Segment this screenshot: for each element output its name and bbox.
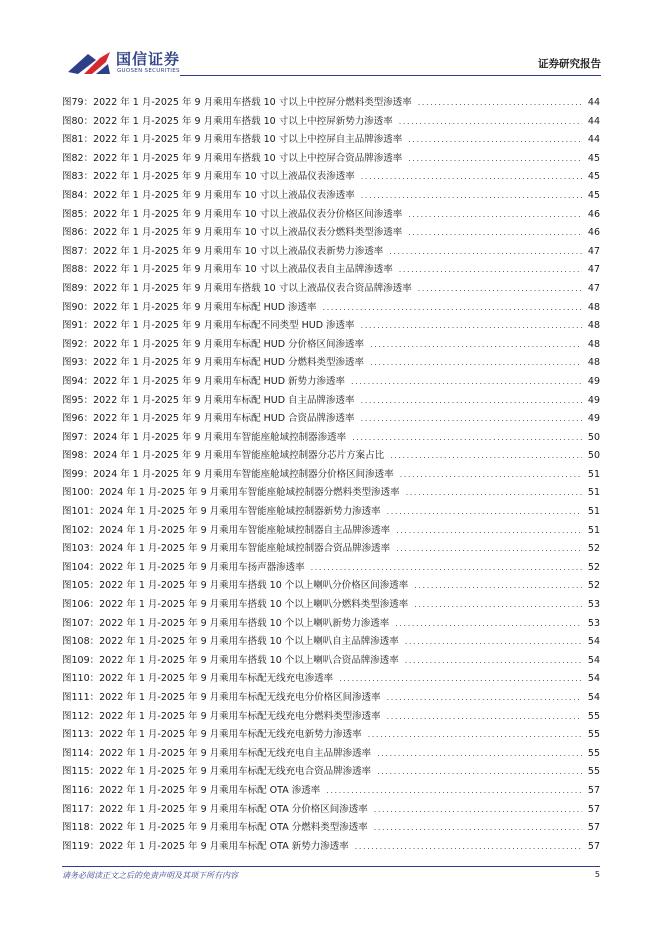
figure-number: 图102： (62, 524, 100, 536)
figure-title: 2022 年 1 月-2025 年 9 月乘用车标配 HUD 分价格区间渗透率 (93, 338, 365, 350)
dot-leader (361, 317, 582, 336)
figure-page-number: 57 (587, 784, 600, 796)
dot-leader (408, 224, 582, 243)
figure-number: 图87： (62, 245, 94, 257)
dot-leader (339, 670, 582, 689)
guosen-logo-icon (66, 48, 112, 76)
toc-entry[interactable] (62, 745, 600, 764)
figure-title: 2022 年 1 月-2025 年 9 月乘用车标配 OTA 渗透率 (99, 784, 321, 796)
figure-number: 图94： (62, 375, 94, 387)
dot-leader (361, 410, 582, 429)
page-header (0, 0, 662, 80)
dot-leader (396, 522, 582, 541)
figure-page-number: 53 (587, 599, 600, 611)
figure-number: 图110： (62, 673, 100, 685)
logo-chinese-name: 国信证券 (116, 50, 181, 68)
figure-page-number: 48 (587, 320, 600, 332)
toc-entry[interactable] (62, 503, 600, 522)
dot-leader (361, 187, 582, 206)
toc-entry[interactable] (62, 373, 600, 392)
dot-leader (418, 94, 582, 113)
toc-entry[interactable] (62, 206, 600, 225)
figure-number: 图85： (62, 208, 94, 220)
figure-title: 2022 年 1 月-2025 年 9 月乘用车 10 寸以上液晶仪表分燃料类型渗透率 (93, 227, 403, 239)
figure-page-number: 49 (587, 413, 600, 425)
figure-number: 图88： (62, 264, 94, 276)
figure-title: 2022 年 1 月-2025 年 9 月乘用车标配 HUD 自主品牌渗透率 (93, 394, 355, 406)
report-type-label: 证券研究报告 (538, 58, 601, 70)
figure-number: 图113： (62, 729, 100, 741)
figure-page-number: 47 (587, 245, 600, 257)
toc-entry[interactable] (62, 726, 600, 745)
figure-title: 2022 年 1 月-2025 年 9 月乘用车标配不同类型 HUD 渗透率 (93, 320, 355, 332)
dot-leader (418, 280, 582, 299)
figure-page-number: 55 (587, 766, 600, 778)
dot-leader (405, 633, 582, 652)
figure-number: 图79： (62, 97, 94, 108)
figure-page-number: 52 (587, 543, 600, 555)
dot-leader (361, 392, 582, 411)
dot-leader (352, 429, 582, 448)
figure-page-number: 48 (587, 301, 600, 313)
figure-title: 2022 年 1 月-2025 年 9 月乘用车搭载 10 个以上喇叭合资品牌渗透率 (99, 654, 399, 666)
header-divider (180, 75, 601, 76)
figure-number: 图114： (62, 747, 100, 759)
figure-title: 2022 年 1 月-2025 年 9 月乘用车搭载 10 个以上喇叭分燃料类型渗透率 (99, 599, 409, 611)
figure-title: 2022 年 1 月-2025 年 9 月乘用车标配 HUD 新势力渗透率 (93, 375, 346, 387)
figure-page-number: 54 (587, 654, 600, 666)
figure-title: 2022 年 1 月-2025 年 9 月乘用车搭载 10 个以上喇叭自主品牌渗透率 (99, 636, 399, 648)
dot-leader (408, 150, 582, 169)
figure-title: 2024 年 1 月-2025 年 9 月乘用车智能座舱域控制器合资品牌渗透率 (99, 543, 391, 555)
figure-page-number: 53 (587, 617, 600, 629)
dot-leader (400, 466, 582, 485)
dot-leader (408, 206, 582, 225)
dot-leader (368, 726, 582, 745)
figure-number: 图91： (62, 320, 94, 332)
toc-entry[interactable] (62, 261, 600, 280)
figure-title: 2024 年 1 月-2025 年 9 月乘用车智能座舱域控制器分芯片方案占比 (93, 450, 385, 462)
dot-leader (399, 261, 582, 280)
figure-number: 图92： (62, 338, 94, 350)
figure-title: 2022 年 1 月-2025 年 9 月乘用车标配 OTA 分燃料类型渗透率 (99, 822, 368, 834)
figure-page-number: 46 (587, 208, 600, 220)
figure-table-of-contents (62, 94, 600, 856)
figure-page-number: 48 (587, 357, 600, 369)
figure-number: 图89： (62, 282, 94, 294)
toc-entry[interactable] (62, 819, 600, 838)
figure-title: 2022 年 1 月-2025 年 9 月乘用车搭载 10 寸以上中控屏自主品牌渗透率 (93, 134, 403, 146)
figure-title: 2022 年 1 月-2025 年 9 月乘用车标配 HUD 分燃料类型渗透率 (93, 357, 365, 369)
figure-page-number: 55 (587, 729, 600, 741)
figure-number: 图81： (62, 134, 94, 146)
dot-leader (389, 243, 582, 262)
figure-title: 2024 年 1 月-2025 年 9 月乘用车智能座舱域控制器自主品牌渗透率 (99, 524, 391, 536)
dot-leader (406, 484, 582, 503)
toc-entry[interactable] (62, 633, 600, 652)
figure-number: 图107： (62, 617, 100, 629)
toc-entry[interactable] (62, 187, 600, 206)
toc-entry[interactable] (62, 392, 600, 411)
figure-page-number: 55 (587, 710, 600, 722)
dot-leader (355, 838, 582, 857)
figure-title: 2022 年 1 月-2025 年 9 月乘用车搭载 10 个以上喇叭新势力渗透率 (99, 617, 390, 629)
toc-entry[interactable] (62, 168, 600, 187)
figure-title: 2022 年 1 月-2025 年 9 月乘用车标配无线充电自主品牌渗透率 (99, 747, 372, 759)
figure-title: 2022 年 1 月-2025 年 9 月乘用车搭载 10 寸以上中控屏分燃料类型渗透率 (93, 97, 412, 108)
figure-title: 2022 年 1 月-2025 年 9 月乘用车 10 寸以上液晶仪表渗透率 (93, 171, 355, 183)
toc-entry[interactable] (62, 150, 600, 169)
figure-title: 2022 年 1 月-2025 年 9 月乘用车扬声器渗透率 (99, 561, 305, 573)
toc-entry[interactable] (62, 466, 600, 485)
figure-title: 2022 年 1 月-2025 年 9 月乘用车搭载 10 寸以上液晶仪表合资品牌渗透率 (93, 282, 412, 294)
toc-entry[interactable] (62, 838, 600, 857)
figure-number: 图93： (62, 357, 94, 369)
figure-title: 2024 年 1 月-2025 年 9 月乘用车智能座舱域控制器分燃料类型渗透率 (99, 487, 400, 499)
figure-title: 2022 年 1 月-2025 年 9 月乘用车标配无线充电合资品牌渗透率 (99, 766, 372, 778)
page-number: 5 (594, 870, 600, 879)
toc-entry[interactable] (62, 280, 600, 299)
figure-page-number: 51 (587, 468, 600, 480)
figure-title: 2024 年 1 月-2025 年 9 月乘用车智能座舱域控制器新势力渗透率 (99, 506, 381, 518)
dot-leader (414, 577, 582, 596)
toc-entry[interactable] (62, 782, 600, 801)
figure-title: 2022 年 1 月-2025 年 9 月乘用车标配无线充电分燃料类型渗透率 (99, 710, 381, 722)
figure-page-number: 45 (587, 152, 600, 164)
figure-title: 2022 年 1 月-2025 年 9 月乘用车标配无线充电分价格区间渗透率 (99, 692, 381, 703)
figure-page-number: 51 (587, 506, 600, 518)
toc-entry[interactable] (62, 615, 600, 634)
dot-leader (387, 708, 582, 727)
figure-page-number: 54 (587, 673, 600, 685)
figure-page-number: 51 (587, 487, 600, 499)
toc-entry[interactable] (62, 522, 600, 541)
dot-leader (396, 540, 582, 559)
figure-page-number: 45 (587, 171, 600, 183)
figure-title: 2022 年 1 月-2025 年 9 月乘用车搭载 10 个以上喇叭分价格区间渗透率 (99, 580, 409, 592)
figure-number: 图104： (62, 561, 100, 573)
figure-page-number: 49 (587, 375, 600, 387)
toc-entry[interactable] (62, 801, 600, 820)
figure-page-number: 57 (587, 803, 600, 815)
dot-leader (395, 615, 582, 634)
dot-leader (323, 299, 582, 318)
figure-title: 2022 年 1 月-2025 年 9 月乘用车 10 寸以上液晶仪表分价格区间渗透率 (93, 208, 403, 220)
figure-page-number: 44 (587, 134, 600, 146)
figure-title: 2024 年 1 月-2025 年 9 月乘用车智能座舱域控制器分价格区间渗透率 (93, 468, 394, 480)
toc-entry[interactable] (62, 429, 600, 448)
dot-leader (361, 168, 582, 187)
figure-number: 图116： (62, 784, 100, 796)
guosen-logo (66, 46, 186, 78)
dot-leader (374, 801, 582, 820)
dot-leader (374, 819, 582, 838)
figure-page-number: 57 (587, 840, 600, 852)
figure-page-number: 50 (587, 431, 600, 443)
figure-number: 图99： (62, 468, 94, 480)
figure-number: 图118： (62, 822, 100, 834)
dot-leader (370, 336, 582, 355)
toc-entry[interactable] (62, 670, 600, 689)
figure-title: 2022 年 1 月-2025 年 9 月乘用车搭载 10 寸以上中控屏合资品牌渗透率 (93, 152, 403, 164)
figure-title: 2022 年 1 月-2025 年 9 月乘用车标配 HUD 渗透率 (93, 301, 317, 313)
figure-number: 图90： (62, 301, 94, 313)
logo-english-name: GUOSEN SECURITIES (117, 68, 180, 74)
figure-page-number: 51 (587, 524, 600, 536)
dot-leader (390, 447, 582, 466)
toc-entry[interactable] (62, 484, 600, 503)
dot-leader (377, 745, 582, 764)
figure-page-number: 45 (587, 189, 600, 201)
toc-entry[interactable] (62, 652, 600, 671)
figure-number: 图98： (62, 450, 94, 462)
footer-disclaimer: 请务必阅读正文之后的免责声明及其项下所有内容 (62, 871, 238, 880)
figure-number: 图117： (62, 803, 100, 815)
toc-entry[interactable] (62, 336, 600, 355)
figure-number: 图106： (62, 599, 100, 611)
dot-leader (408, 131, 582, 150)
figure-number: 图101： (62, 506, 100, 518)
toc-entry[interactable] (62, 317, 600, 336)
figure-number: 图95： (62, 394, 94, 406)
figure-number: 图97： (62, 431, 94, 443)
figure-title: 2022 年 1 月-2025 年 9 月乘用车 10 寸以上液晶仪表新势力渗透率 (93, 245, 384, 257)
toc-entry[interactable] (62, 94, 600, 113)
figure-title: 2024 年 1 月-2025 年 9 月乘用车智能座舱域控制器渗透率 (93, 431, 347, 443)
toc-entry[interactable] (62, 689, 600, 708)
figure-page-number: 44 (587, 97, 600, 108)
toc-entry[interactable] (62, 224, 600, 243)
figure-title: 2022 年 1 月-2025 年 9 月乘用车搭载 10 寸以上中控屏新势力渗透率 (93, 115, 393, 127)
figure-page-number: 47 (587, 282, 600, 294)
figure-title: 2022 年 1 月-2025 年 9 月乘用车标配无线充电渗透率 (99, 673, 334, 685)
figure-number: 图86： (62, 227, 94, 239)
dot-leader (326, 782, 582, 801)
figure-title: 2022 年 1 月-2025 年 9 月乘用车标配 OTA 分价格区间渗透率 (99, 803, 368, 815)
figure-title: 2022 年 1 月-2025 年 9 月乘用车标配无线充电新势力渗透率 (99, 729, 362, 741)
figure-page-number: 49 (587, 394, 600, 406)
toc-entry[interactable] (62, 763, 600, 782)
figure-page-number: 52 (587, 561, 600, 573)
toc-entry[interactable] (62, 596, 600, 615)
dot-leader (414, 596, 582, 615)
figure-page-number: 55 (587, 747, 600, 759)
figure-number: 图111： (62, 692, 100, 703)
figure-number: 图112： (62, 710, 100, 722)
figure-title: 2022 年 1 月-2025 年 9 月乘用车 10 寸以上液晶仪表自主品牌渗透率 (93, 264, 393, 276)
dot-leader (311, 559, 582, 578)
figure-page-number: 50 (587, 450, 600, 462)
figure-number: 图109： (62, 654, 100, 666)
figure-page-number: 52 (587, 580, 600, 592)
figure-number: 图83： (62, 171, 94, 183)
dot-leader (405, 652, 582, 671)
figure-title: 2022 年 1 月-2025 年 9 月乘用车标配 OTA 新势力渗透率 (99, 840, 349, 852)
footer-divider (62, 866, 600, 867)
figure-number: 图115： (62, 766, 100, 778)
figure-number: 图103： (62, 543, 100, 555)
figure-page-number: 47 (587, 264, 600, 276)
figure-page-number: 54 (587, 692, 600, 703)
toc-entry[interactable] (62, 577, 600, 596)
figure-page-number: 48 (587, 338, 600, 350)
figure-page-number: 57 (587, 822, 600, 834)
figure-page-number: 44 (587, 115, 600, 127)
figure-number: 图100： (62, 487, 100, 499)
toc-entry[interactable] (62, 354, 600, 373)
figure-title: 2022 年 1 月-2025 年 9 月乘用车标配 HUD 合资品牌渗透率 (93, 413, 355, 425)
toc-entry[interactable] (62, 410, 600, 429)
toc-entry[interactable] (62, 113, 600, 132)
dot-leader (370, 354, 582, 373)
figure-number: 图96： (62, 413, 94, 425)
dot-leader (351, 373, 582, 392)
figure-page-number: 54 (587, 636, 600, 648)
toc-entry[interactable] (62, 243, 600, 262)
figure-number: 图80： (62, 115, 94, 127)
figure-title: 2022 年 1 月-2025 年 9 月乘用车 10 寸以上液晶仪表渗透率 (93, 189, 355, 201)
figure-number: 图84： (62, 189, 94, 201)
toc-entry[interactable] (62, 559, 600, 578)
figure-number: 图82： (62, 152, 94, 164)
dot-leader (399, 113, 582, 132)
toc-entry[interactable] (62, 299, 600, 318)
toc-entry[interactable] (62, 447, 600, 466)
toc-entry[interactable] (62, 708, 600, 727)
figure-number: 图108： (62, 636, 100, 648)
figure-number: 图119： (62, 840, 100, 852)
figure-page-number: 46 (587, 227, 600, 239)
toc-entry[interactable] (62, 540, 600, 559)
dot-leader (387, 689, 582, 708)
dot-leader (387, 503, 582, 522)
toc-entry[interactable] (62, 131, 600, 150)
dot-leader (377, 763, 582, 782)
figure-number: 图105： (62, 580, 100, 592)
